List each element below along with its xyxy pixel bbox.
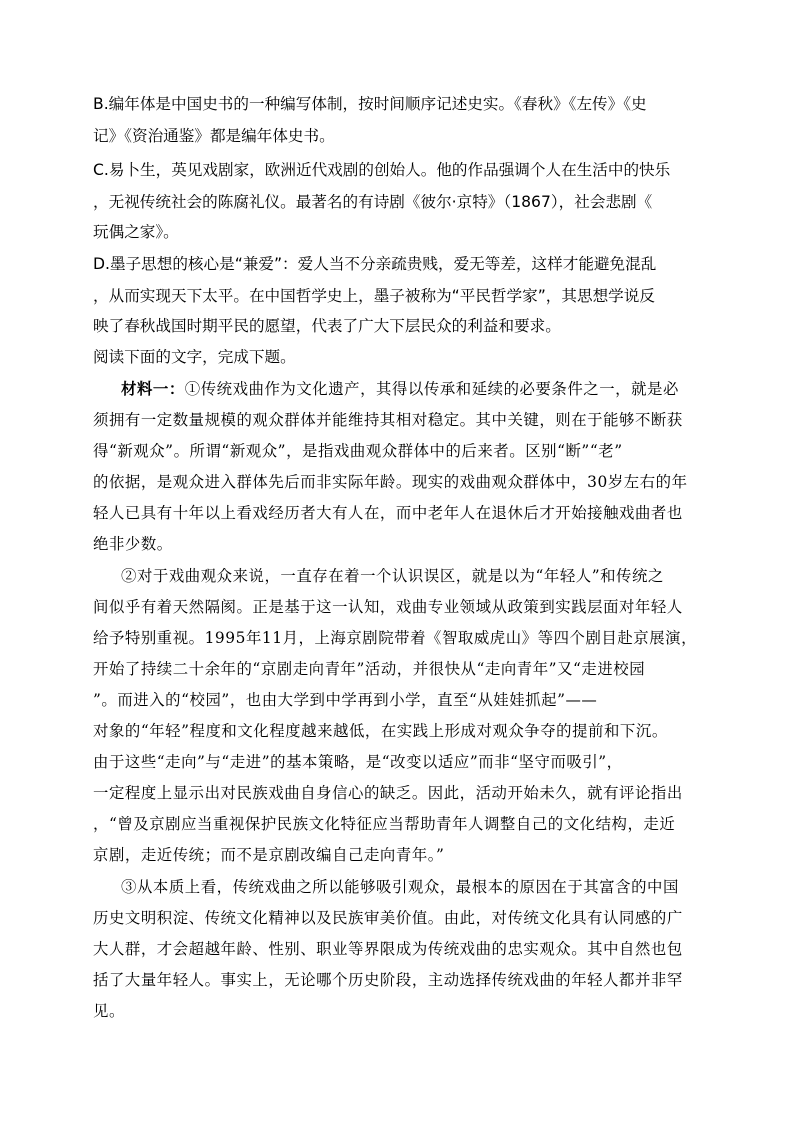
material-p3-line-4: 括了大量年轻人。事实上，无论哪个历史阶段，主动选择传统戏曲的年轻人都并非罕 — [93, 971, 683, 989]
material-p1-line-6: 绝非少数。 — [93, 535, 173, 553]
option-c-line-1: C.易卜生，英见戏剧家，欧洲近代戏剧的创始人。他的作品强调个人在生活中的快乐 — [93, 161, 671, 179]
option-c-line-3: 玩偶之家》。 — [93, 223, 179, 241]
option-d-line-2: ，从而实现天下太平。在中国哲学史上，墨子被称为“平民哲学家”，其思想学说反 — [93, 287, 655, 305]
material-p1-line-3: 得“新观众”。所谓“新观众”，是指戏曲观众群体中的后来者。区别“断”“老” — [93, 442, 623, 460]
option-d-line-1: D.墨子思想的核心是“兼爱”：爱人当不分亲疏贵贱，爱无等差，这样才能避免混乱 — [93, 255, 657, 273]
material-p3-line-2: 历史文明积淀、传统文化精神以及民族审美价值。由此，对传统文化具有认同感的广 — [93, 909, 683, 927]
material-p2-line-1: ②对于戏曲观众来说，一直存在着一个认识误区，就是以为“年轻人”和传统之 — [121, 567, 664, 585]
material-p2-line-7: 由于这些“走向”与“走进”的基本策略，是“改变以适应”而非“坚守而吸引”， — [93, 753, 623, 771]
option-b-line-2: 记》《资治通鉴》都是编年体史书。 — [93, 127, 335, 145]
option-c-line-2: ，无视传统社会的陈腐礼仪。最著名的有诗剧《彼尔·京特》（1867），社会悲剧《 — [93, 193, 653, 211]
material-p1-line-4: 的依据，是观众进入群体先后而非实际年龄。现实的戏曲观众群体中，30岁左右的年 — [93, 473, 688, 491]
reading-instruction: 阅读下面的文字，完成下题。 — [93, 348, 296, 366]
material-p1-line-2: 须拥有一定数量规模的观众群体并能维持其相对稳定。其中关键，则在于能够不断获 — [93, 411, 683, 429]
material-p2-line-2: 间似乎有着天然隔阂。正是基于这一认知，戏曲专业领域从政策到实践层面对年轻人 — [93, 598, 683, 616]
material-p2-line-10: 京剧，走近传统；而不是京剧改编自己走向青年。” — [93, 846, 445, 864]
material-p2-line-9: ，“曾及京剧应当重视保护民族文化特征应当帮助青年人调整自己的文化结构，走近 — [93, 815, 676, 833]
material-p1-line-5: 轻人已具有十年以上看戏经历者大有人在，而中老年人在退休后才开始接触戏曲者也 — [93, 504, 683, 522]
material-p3-line-3: 大人群，才会超越年龄、性别、职业等界限成为传统戏曲的忠实观众。其中自然也包 — [93, 940, 683, 958]
material-p1-line-1 — [121, 379, 679, 399]
material-p2-line-6: 对象的“年轻”程度和文化程度越来越低，在实践上形成对观众争夺的提前和下沉。 — [93, 722, 668, 740]
material-p3-line-1: ③从本质上看，传统戏曲之所以能够吸引观众，最根本的原因在于其富含的中国 — [121, 878, 679, 896]
option-d-line-3: 映了春秋战国时期平民的愿望，代表了广大下层民众的利益和要求。 — [93, 317, 561, 335]
material-p3-line-5: 见。 — [93, 1002, 125, 1020]
material-p2-line-8: 一定程度上显示出对民族戏曲自身信心的缺乏。因此，活动开始未久，就有评论指出 — [93, 784, 683, 802]
option-b-line-1: B.编年体是中国史书的一种编写体制，按时间顺序记述史实。《春秋》《左传》《史 — [93, 95, 647, 113]
material-p2-line-5: ”。而进入的“校园”，也由大学到中学再到小学，直至“从娃娃抓起”—— — [93, 691, 598, 709]
material-p2-line-4: 开始了持续二十余年的“京剧走向青年”活动，并很快从“走向青年”又“走进校园 — [93, 660, 646, 678]
material-p1-line-1-text: ①传统戏曲作为文化遗产，其得以传承和延续的必要条件之一，就是必 — [184, 380, 679, 398]
material-label: 材料一： — [121, 380, 185, 398]
material-p2-line-3: 给予特别重视。1995年11月，上海京剧院带着《智取威虎山》等四个剧目赴京展演， — [93, 629, 698, 647]
